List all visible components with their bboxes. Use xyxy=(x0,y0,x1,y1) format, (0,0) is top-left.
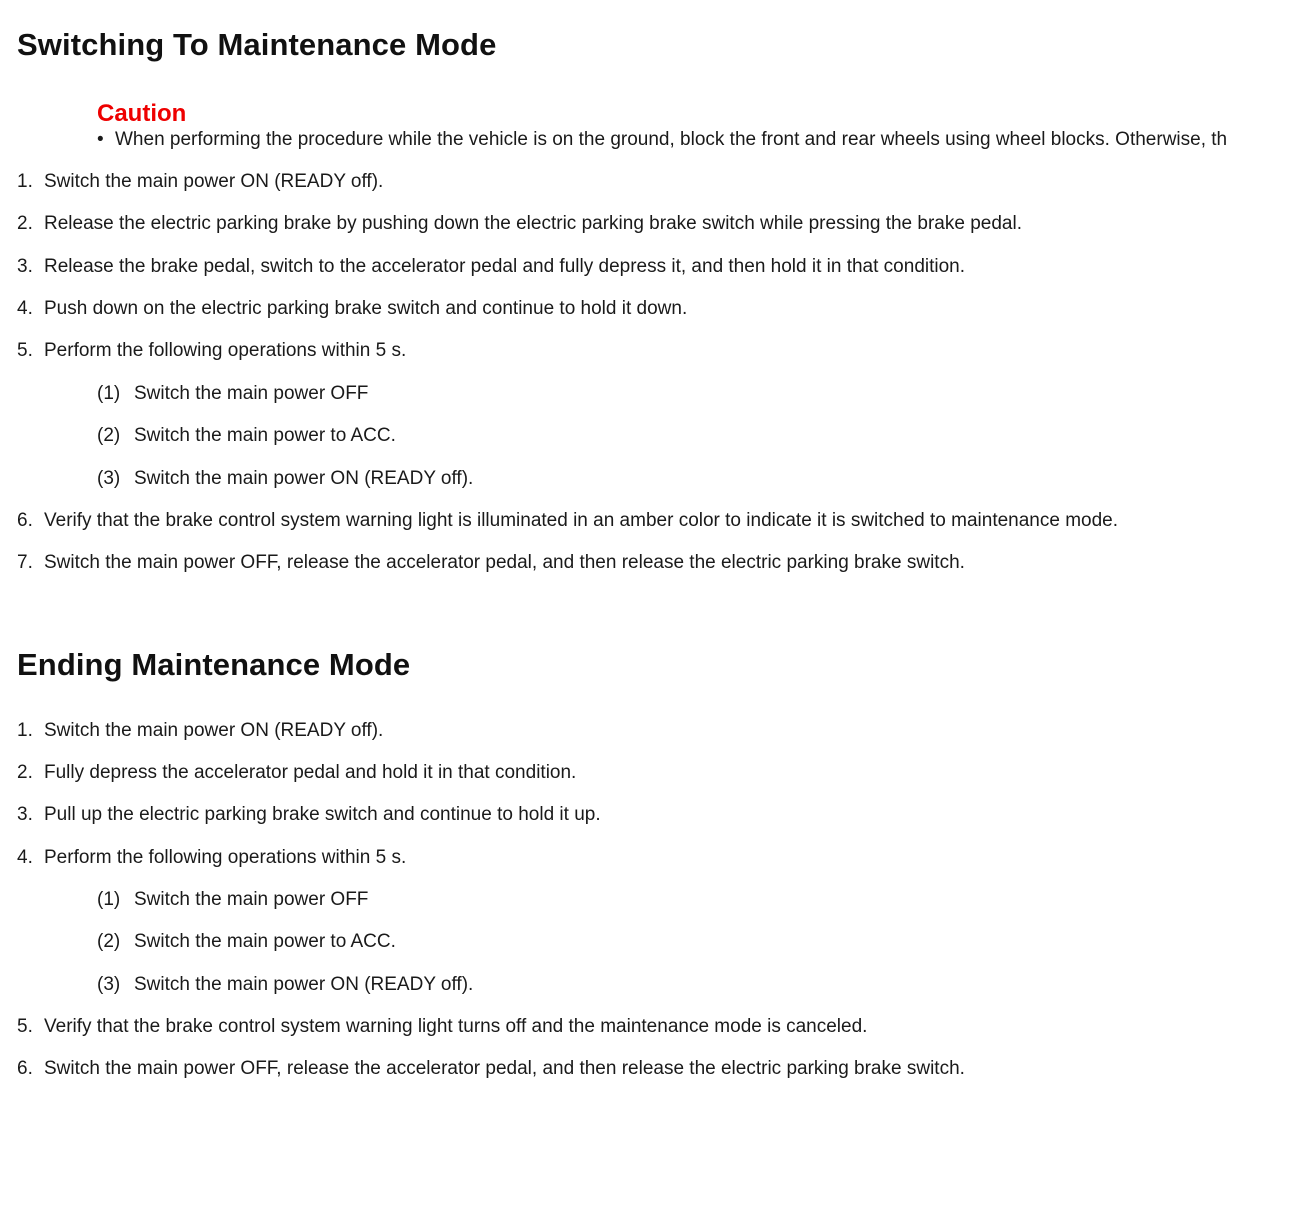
ending-substep-3: (3) Switch the main power ON (READY off). xyxy=(97,974,474,995)
switching-substep-3: (3) Switch the main power ON (READY off). xyxy=(97,468,474,489)
ending-step-6: 6. Switch the main power OFF, release the accelerator pedal, and then release the electric parking brake switch. xyxy=(17,1058,965,1079)
caution-sentence: When performing the procedure while the vehicle is on the ground, block the front and rear wheels using wheel blocks. Otherwise, th xyxy=(115,129,1228,150)
switching-step-2: 2. Release the electric parking brake by pushing down the electric parking brake switch while pressing the brake pedal. xyxy=(17,213,1022,234)
switching-step-3: 3. Release the brake pedal, switch to the accelerator pedal and fully depress it, and then hold it in that condition. xyxy=(17,256,966,277)
ending-step-3: 3. Pull up the electric parking brake switch and continue to hold it up. xyxy=(17,804,601,825)
ending-step-1: 1. Switch the main power ON (READY off). xyxy=(17,720,384,741)
switching-step-6: 6. Verify that the brake control system warning light is illuminated in an amber color to indicate it is switched to maintenance mode. xyxy=(17,510,1119,531)
section-title-ending: Ending Maintenance Mode xyxy=(17,647,411,682)
caution-text xyxy=(97,129,1227,151)
section-title-switching: Switching To Maintenance Mode xyxy=(17,27,497,62)
switching-step-7: 7. Switch the main power OFF, release the accelerator pedal, and then release the electric parking brake switch. xyxy=(17,552,965,573)
ending-substep-2: (2) Switch the main power to ACC. xyxy=(97,931,396,952)
ending-step-5: 5. Verify that the brake control system warning light turns off and the maintenance mode is canceled. xyxy=(17,1016,868,1037)
switching-step-4: 4. Push down on the electric parking brake switch and continue to hold it down. xyxy=(17,298,688,319)
ending-step-2: 2. Fully depress the accelerator pedal and hold it in that condition. xyxy=(17,762,577,783)
switching-substep-1: (1) Switch the main power OFF xyxy=(97,383,369,404)
caution-label: Caution xyxy=(97,100,187,127)
bullet-icon: • xyxy=(97,129,104,150)
ending-step-4: 4. Perform the following operations within 5 s. xyxy=(17,847,407,868)
switching-step-1: 1. Switch the main power ON (READY off). xyxy=(17,171,384,192)
switching-step-5: 5. Perform the following operations within 5 s. xyxy=(17,340,407,361)
ending-substep-1: (1) Switch the main power OFF xyxy=(97,889,369,910)
switching-substep-2: (2) Switch the main power to ACC. xyxy=(97,425,396,446)
